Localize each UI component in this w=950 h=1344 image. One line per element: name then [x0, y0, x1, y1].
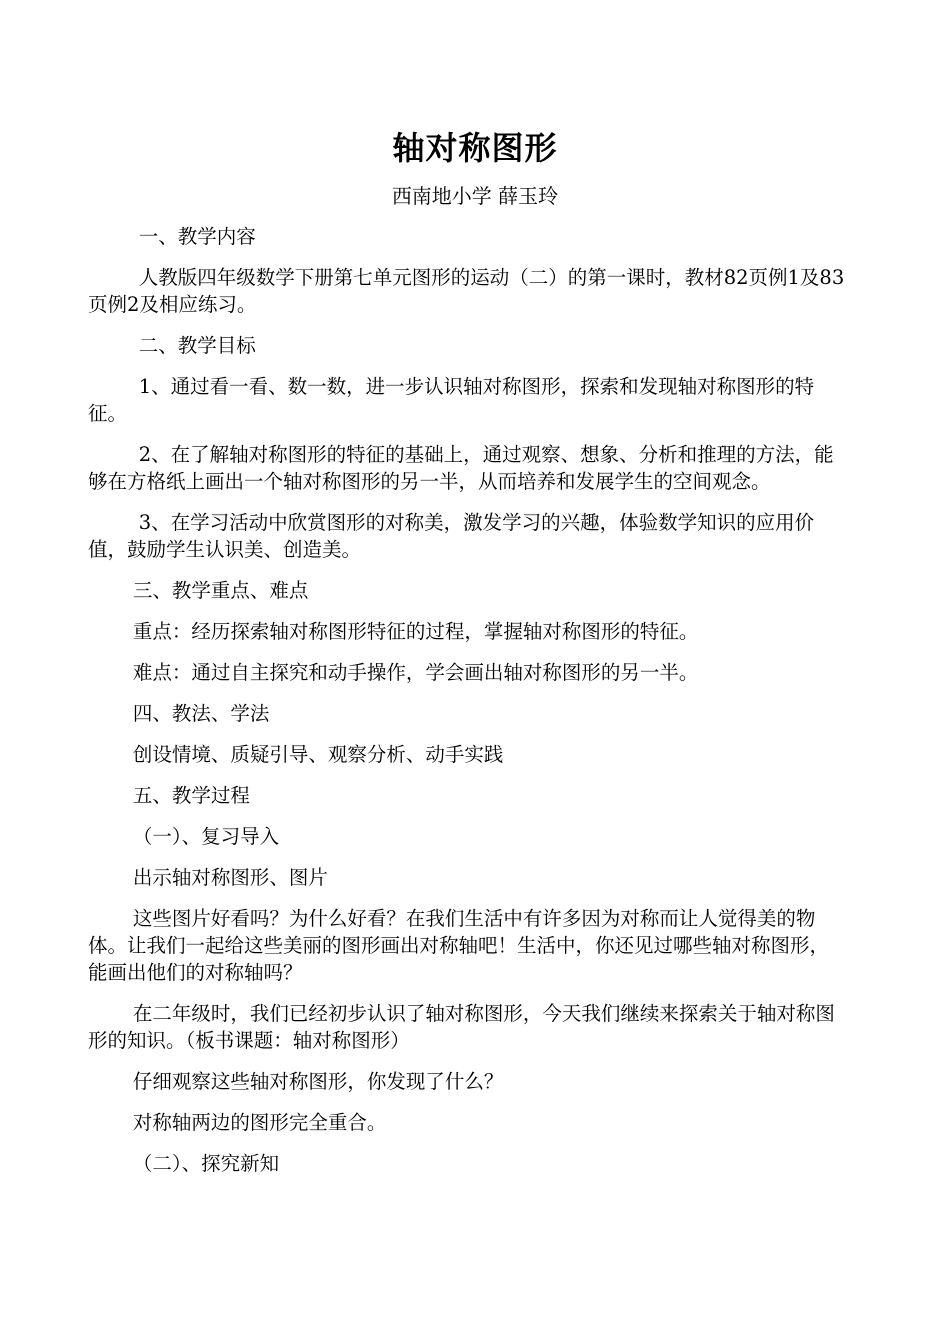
- document-author: 西南地小学 薛玉玲: [391, 184, 559, 208]
- subsection-heading: （一）、复习导入: [132, 825, 280, 848]
- paragraph: 2、在了解轴对称图形的特征的基础上，通过观察、想象、分析和推理的方法，能够在方格纸上画出一个轴对称图形的另一半，从而培养和发展学生的空间观念。: [88, 443, 834, 493]
- paragraph: 人教版四年级数学下册第七单元图形的运动（二）的第一课时，教材82页例1及83页例2及相应练习。: [88, 266, 845, 316]
- section-heading: 三、教学重点、难点: [132, 579, 309, 602]
- paragraph: 仔细观察这些轴对称图形，你发现了什么？: [132, 1070, 504, 1093]
- paragraph: 在二年级时，我们已经初步认识了轴对称图形，今天我们继续来探索关于轴对称图形的知识。（板书课题：轴对称图形）: [88, 1002, 835, 1052]
- section-heading: 二、教学目标: [138, 334, 256, 357]
- section-heading: 一、教学内容: [138, 225, 256, 248]
- paragraph: 1、通过看一看、数一数，进一步认识轴对称图形，探索和发现轴对称图形的特征。: [88, 375, 815, 425]
- paragraph: 出示轴对称图形、图片: [132, 866, 328, 889]
- paragraph: 3、在学习活动中欣赏图形的对称美，激发学习的兴趣，体验数学知识的应用价值，鼓励学生认识美、创造美。: [88, 511, 815, 561]
- paragraph: 对称轴两边的图形完全重合。: [132, 1111, 387, 1134]
- subsection-heading: （二）、探究新知: [132, 1152, 280, 1175]
- paragraph: 这些图片好看吗？为什么好看？在我们生活中有许多因为对称而让人觉得美的物体。让我们一起给这些美丽的图形画出对称轴吧！生活中，你还见过哪些轴对称图形，能画出他们的对称轴吗？: [88, 907, 830, 984]
- document-body: [88, 223, 848, 1191]
- section-heading: 四、教法、学法: [132, 702, 270, 725]
- paragraph: 难点：通过自主探究和动手操作，学会画出轴对称图形的另一半。: [132, 661, 699, 684]
- paragraph: 重点：经历探索轴对称图形特征的过程，掌握轴对称图形的特征。: [132, 620, 699, 643]
- section-heading: 五、教学过程: [132, 784, 250, 807]
- document-title: 轴对称图形: [392, 129, 558, 167]
- paragraph: 创设情境、质疑引导、观察分析、动手实践: [132, 743, 504, 766]
